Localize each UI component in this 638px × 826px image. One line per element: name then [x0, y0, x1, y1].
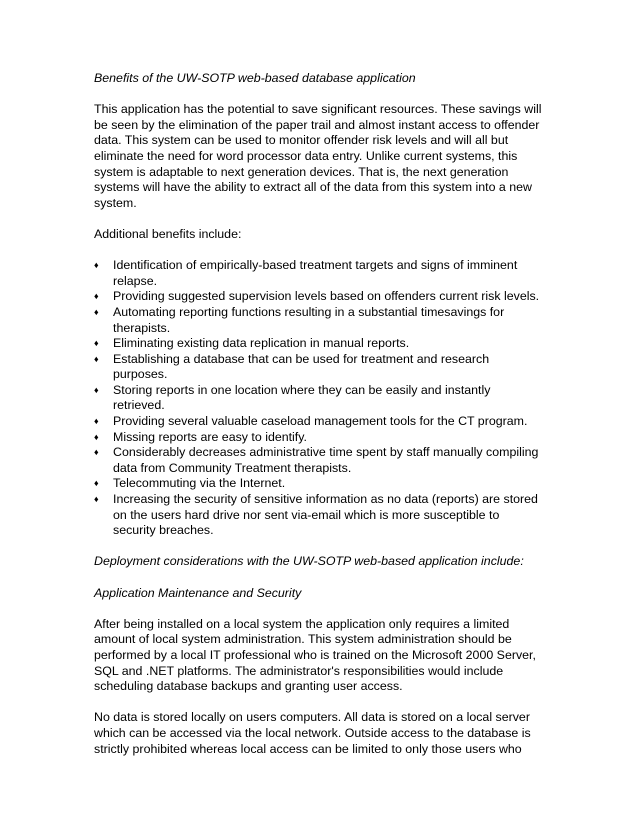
benefit-text: Providing several valuable caseload management tools for the CT program.: [113, 414, 528, 429]
benefit-item: [94, 305, 544, 336]
data-storage-paragraph: No data is stored locally on users computers. All data is stored on a local server which can be accessed via the local network. Outside access to the database is strictly prohibited whereas local access can be limited to only those users who: [94, 710, 531, 756]
benefit-text: Increasing the security of sensitive information as no data (reports) are stored on the users hard drive nor sent via-email which is more susceptible to security breaches.: [113, 492, 538, 538]
benefit-text: Identification of empirically-based treatment targets and signs of imminent relapse.: [113, 258, 518, 288]
additional-benefits-intro: Additional benefits include:: [94, 226, 242, 241]
benefit-item: [94, 258, 544, 289]
benefits-list: [94, 258, 544, 539]
benefit-item: [94, 289, 544, 305]
benefit-text: Telecommuting via the Internet.: [113, 476, 286, 491]
benefit-item: [94, 430, 544, 446]
diamond-bullet-icon: ♦: [94, 416, 99, 427]
spacer: [94, 695, 544, 711]
benefit-text: Storing reports in one location where they can be easily and instantly retrieved.: [113, 382, 491, 413]
spacer: [94, 211, 544, 227]
spacer: [94, 539, 544, 555]
spacer: [94, 243, 544, 259]
diamond-bullet-icon: ♦: [94, 447, 99, 458]
benefit-item: [94, 476, 544, 492]
benefit-text: Establishing a database that can be used for treatment and research purposes.: [113, 351, 490, 382]
diamond-bullet-icon: ♦: [94, 291, 99, 302]
benefits-intro-paragraph: This application has the potential to save significant resources. These savings will be seen by the elimination of the paper trail and almost instant access to offender data. This system can be used to monitor offender risk levels and will all but eliminate the need for word processor data entry. Unlike current systems, this system is adaptable to next generation devices. That is, the next generation systems will have the ability to extract all of the data from this system into a new system.: [94, 102, 542, 210]
diamond-bullet-icon: ♦: [94, 306, 99, 317]
spacer: [94, 87, 544, 103]
maintenance-subheading: Application Maintenance and Security: [94, 585, 302, 600]
benefit-text: Automating reporting functions resulting in a substantial timesavings for therapists.: [113, 304, 505, 335]
benefit-item: [94, 352, 544, 383]
benefit-text: Missing reports are easy to identify.: [113, 429, 307, 444]
diamond-bullet-icon: ♦: [94, 353, 99, 364]
benefit-text: Considerably decreases administrative time spent by staff manually compiling data from Community Treatment therapists.: [113, 445, 539, 475]
deployment-heading: Deployment considerations with the UW-SOTP web-based application include:: [94, 554, 524, 569]
document-body: [94, 71, 544, 757]
spacer: [94, 601, 544, 617]
maintenance-paragraph: After being installed on a local system the application only requires a limited amount of local system administration. This system administration should be performed by a local IT professional who is trained on the Microsoft 2000 Server, SQL and .NET platforms. The administrator's responsibilities would include scheduling database backups and granting user access.: [94, 616, 536, 694]
diamond-bullet-icon: ♦: [94, 478, 99, 489]
diamond-bullet-icon: ♦: [94, 494, 99, 505]
benefit-item: [94, 445, 544, 476]
benefit-item: [94, 492, 544, 539]
diamond-bullet-icon: ♦: [94, 431, 99, 442]
diamond-bullet-icon: ♦: [94, 384, 99, 395]
benefit-item: [94, 383, 544, 414]
benefits-heading: Benefits of the UW-SOTP web-based database application: [94, 71, 416, 85]
diamond-bullet-icon: ♦: [94, 338, 99, 349]
benefit-item: [94, 414, 544, 430]
benefit-text: Providing suggested supervision levels based on offenders current risk levels.: [113, 289, 540, 304]
diamond-bullet-icon: ♦: [94, 260, 99, 271]
benefit-text: Eliminating existing data replication in manual reports.: [113, 336, 410, 351]
spacer: [94, 570, 544, 586]
benefit-item: [94, 336, 544, 352]
